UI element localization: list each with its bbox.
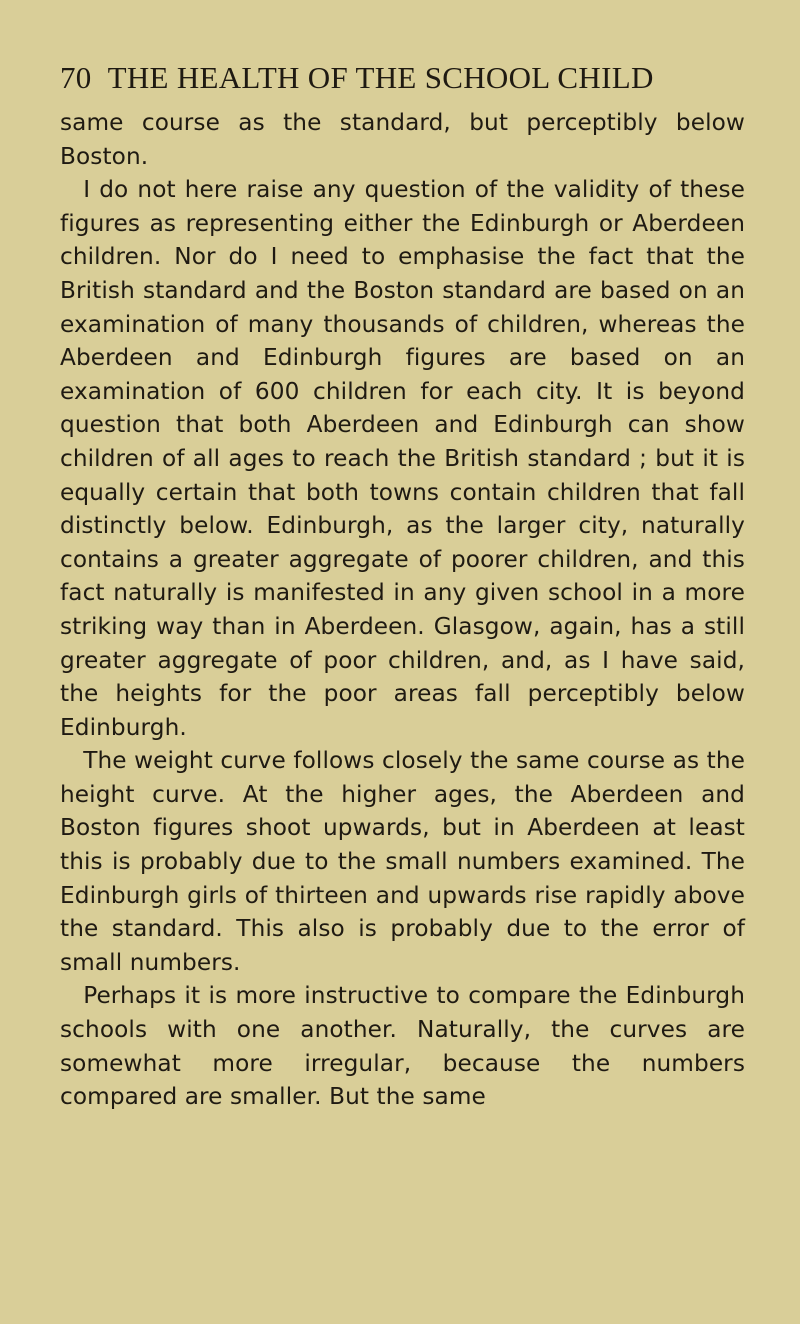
running-header — [60, 58, 745, 98]
page-number: 70 — [60, 60, 92, 95]
paragraph-validity: I do not here raise any question of the validity of these figures as representing either the Edinburgh or Aberdeen children. Nor do I need to emphasise the fact that the British standard and the Boston standard are based on an examination of many thousands of children, whereas the Aberdeen and Edinburgh figures are based on an examination of 600 children for each city. It is beyond question that both Aberdeen and Edinburgh can show children of all ages to reach the British standard ; but it is equally certain that both towns contain children that fall distinctly below. Edinburgh, as the larger city, naturally contains a greater aggregate of poorer children, and this fact naturally is manifested in any given school in a more striking way than in Aberdeen. Glasgow, again, has a still greater aggregate of poor children, and, as I have said, the heights for the poor areas fall perceptibly below Edinburgh. — [60, 176, 745, 741]
body-text — [60, 106, 745, 1114]
paragraph-continuation: same course as the standard, but perceptibly below Boston. — [60, 109, 745, 170]
paragraph-weight-curve: The weight curve follows closely the same course as the height curve. At the higher ages, the Aberdeen and Boston figures shoot upwards, but in Aberdeen at least this is probably due to the small numbers examined. The Edinburgh girls of thirteen and upwards rise rapidly above the standard. This also is probably due to the error of small numbers. — [60, 747, 745, 976]
paragraph-edinburgh-schools: Perhaps it is more instructive to compare the Edinburgh schools with one another. Naturally, the curves are somewhat more irregular, because the numbers compared are smaller. But the same — [60, 982, 745, 1111]
running-title: THE HEALTH OF THE SCHOOL CHILD — [107, 60, 654, 95]
book-page — [60, 58, 745, 1114]
